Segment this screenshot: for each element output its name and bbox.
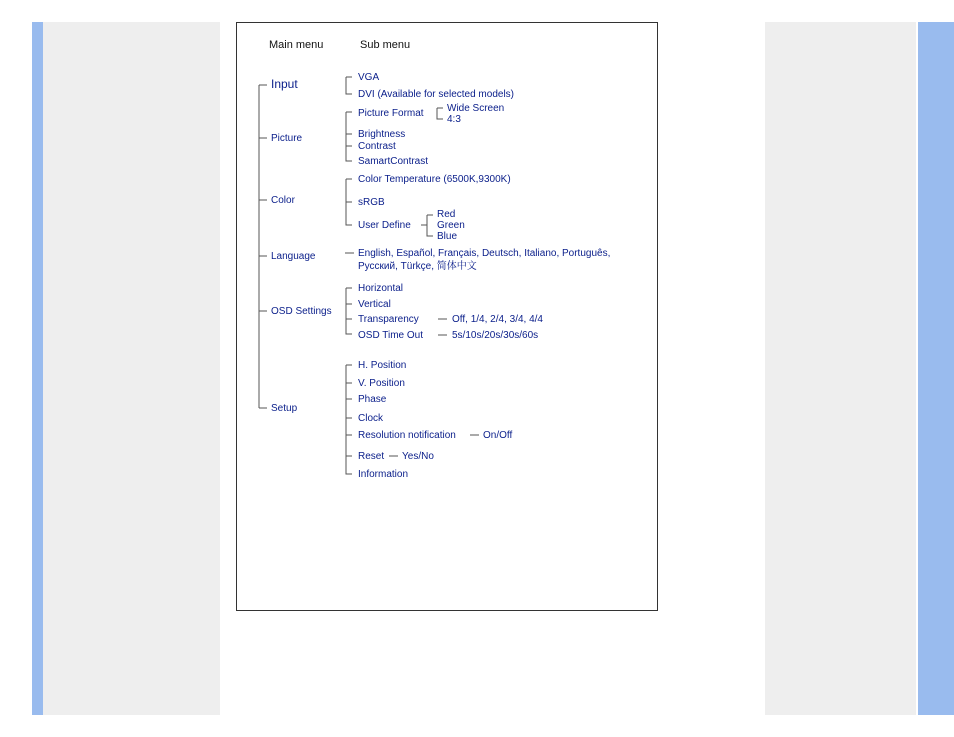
sub-smart-contrast: SamartContrast [358,156,429,167]
sub-blue: Blue [437,231,458,242]
sub-contrast: Contrast [358,141,396,152]
sub-color-temperature: Color Temperature (6500K,9300K) [358,174,511,185]
sub-reset: Reset [358,451,385,462]
sub-wide-screen: Wide Screen [447,103,505,114]
sub-ratio-4-3: 4:3 [447,114,461,125]
main-item-setup: Setup [271,403,298,414]
sub-picture-format: Picture Format [358,108,424,119]
format-bracket [437,108,443,119]
sub-resolution-notification: Resolution notification [358,430,456,441]
sub-information: Information [358,469,409,480]
right-side-panel [765,22,916,715]
input-bracket [346,77,352,94]
sub-dvi: DVI (Available for selected models) [358,89,514,100]
sub-green: Green [437,220,465,231]
sub-clock: Clock [358,413,384,424]
left-accent-bar [32,22,43,715]
time-out-values: 5s/10s/20s/30s/60s [452,330,539,341]
sub-srgb: sRGB [358,197,385,208]
color-bracket [346,179,352,225]
user-define-bracket [421,215,433,236]
main-item-picture: Picture [271,133,303,144]
osd-bracket [346,288,352,334]
sub-vertical: Vertical [358,299,391,310]
main-item-language: Language [271,251,316,262]
main-menu-header: Main menu [269,39,324,51]
sub-languages-line1: English, Español, Français, Deutsch, Italiano, Português, [358,248,611,259]
left-side-panel [43,22,220,715]
sub-brightness: Brightness [358,129,406,140]
sub-user-define: User Define [358,220,411,231]
main-ticks [259,85,267,408]
right-accent-bar [918,22,954,715]
sub-osd-time-out: OSD Time Out [358,330,424,341]
setup-bracket [346,365,352,474]
picture-bracket [346,112,352,161]
sub-h-position: H. Position [358,360,407,371]
sub-red: Red [437,209,456,220]
sub-menu-header: Sub menu [360,39,411,51]
reset-values: Yes/No [402,451,434,462]
sub-phase: Phase [358,394,387,405]
sub-transparency: Transparency [358,314,419,325]
sub-languages-line2: Русский, Türkçe, 简体中文 [358,261,477,272]
sub-v-position: V. Position [358,378,405,389]
transparency-values: Off, 1/4, 2/4, 3/4, 4/4 [452,314,543,325]
main-item-input: Input [271,77,298,91]
sub-horizontal: Horizontal [358,283,404,294]
sub-vga: VGA [358,72,380,83]
main-item-color: Color [271,195,295,206]
main-item-osd-settings: OSD Settings [271,306,332,317]
resolution-values: On/Off [483,430,513,441]
osd-menu-tree-diagram [236,22,658,611]
